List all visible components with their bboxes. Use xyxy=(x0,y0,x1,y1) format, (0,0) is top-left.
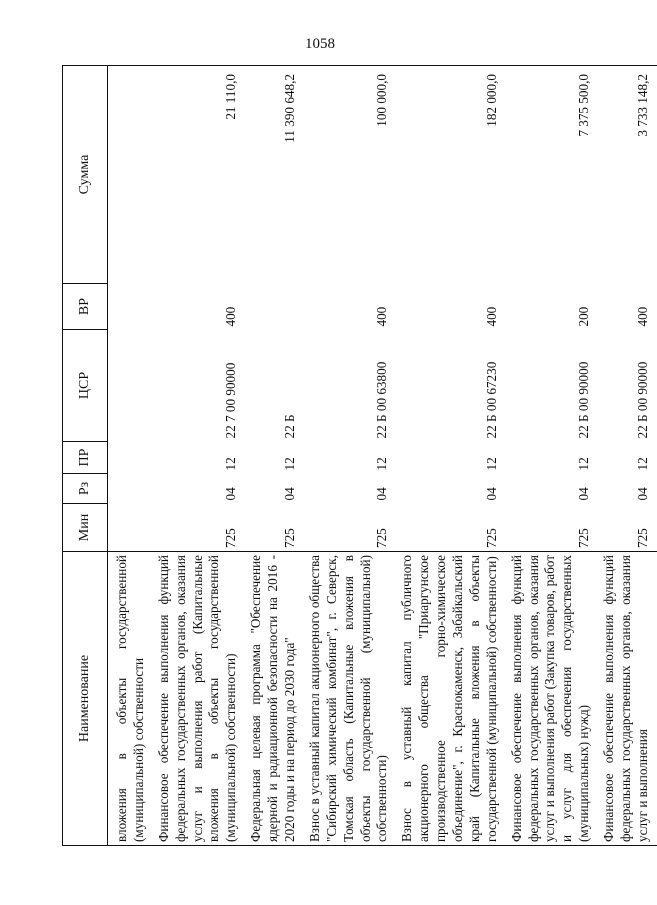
row-rz: 04 xyxy=(576,487,592,501)
row-rz: 04 xyxy=(223,487,239,501)
row-rz: 04 xyxy=(634,487,650,501)
row-min xyxy=(108,504,153,552)
row-csr: 22 Б 00 90000 xyxy=(576,361,592,439)
table-row xyxy=(153,66,245,846)
row-name: вложения в объекты государственной (муниципальной) собственности xyxy=(108,552,153,846)
table-row xyxy=(304,66,396,846)
row-pr: 12 xyxy=(374,457,390,471)
row-csr: 22 Б 00 90000 xyxy=(634,361,650,439)
row-name: Финансовое обеспечение выполнения функций федеральных государственных органов, оказания услуг и выполнения xyxy=(598,552,657,846)
table-row xyxy=(108,66,153,846)
row-name: Финансовое обеспечение выполнения функций федеральных государственных органов, оказания услуг и выполнения работ (Закупка товаров, работ и услуг для обеспечения государственных (муниципальных) нужд) xyxy=(506,552,598,846)
table-row xyxy=(506,66,598,846)
row-vr: 400 xyxy=(634,306,650,327)
row-name: Взнос в уставный капитал акционерного общества "Сибирский химический комбинат", г. Северск, Томская область (Капитальные вложения в объекты государственной (муниципальной) собственности) xyxy=(304,552,396,846)
budget-table xyxy=(62,65,657,846)
row-vr xyxy=(245,284,304,330)
row-min: 725 xyxy=(576,528,592,548)
page-number: 1058 xyxy=(305,36,335,52)
row-name: Федеральная целевая программа "Обеспечение ядерной и радиационной безопасности на 2016 - 2020 годы и на период до 2030 года" xyxy=(245,552,304,846)
row-min: 725 xyxy=(282,528,298,548)
header-pr: ПР xyxy=(63,442,108,474)
row-rz: 04 xyxy=(374,487,390,501)
row-sum xyxy=(108,66,153,284)
row-rz: 04 xyxy=(282,487,298,501)
header-vr: ВР xyxy=(63,284,108,330)
row-pr: 12 xyxy=(223,457,239,471)
table-row xyxy=(598,66,657,846)
row-csr: 22 7 00 90000 xyxy=(223,362,239,439)
row-csr: 22 Б 00 63800 xyxy=(374,361,390,439)
row-sum: 182 000,0 xyxy=(396,66,505,284)
row-min: 725 xyxy=(634,528,650,548)
row-min: 725 xyxy=(374,528,390,548)
header-min: Мин xyxy=(63,504,108,552)
row-min: 725 xyxy=(223,528,239,548)
header-sum: Сумма xyxy=(63,66,108,284)
row-pr xyxy=(108,442,153,474)
row-pr: 12 xyxy=(576,457,592,471)
row-rz: 04 xyxy=(483,487,499,501)
row-vr: 400 xyxy=(223,306,239,327)
row-vr: 400 xyxy=(374,306,390,327)
table-header xyxy=(63,66,108,846)
header-name: Наименование xyxy=(63,552,108,846)
row-csr xyxy=(108,330,153,442)
row-sum: 100 000,0 xyxy=(304,66,396,284)
row-name: Финансовое обеспечение выполнения функций федеральных государственных органов, оказания услуг и выполнения работ (Капитальные вложения в объекты государственной (муниципальной) собственности) xyxy=(153,552,245,846)
row-sum: 11 390 648,2 xyxy=(245,66,304,284)
row-csr: 22 Б xyxy=(282,414,298,439)
row-min: 725 xyxy=(483,528,499,548)
row-pr: 12 xyxy=(483,457,499,471)
row-sum: 3 733 148,2 xyxy=(598,66,657,284)
table-row xyxy=(396,66,505,846)
row-vr: 400 xyxy=(483,306,499,327)
row-rz xyxy=(108,474,153,504)
header-rz: Рз xyxy=(63,474,108,504)
row-sum: 7 375 500,0 xyxy=(506,66,598,284)
row-vr xyxy=(108,284,153,330)
row-pr: 12 xyxy=(634,457,650,471)
row-pr: 12 xyxy=(282,457,298,471)
row-name: Взнос в уставный капитал публичного акционерного общества "Приаргунское производственное горно-химическое объединение", г. Краснокаменск, Забайкальский край (Капитальные вложения в объекты государственной (муниципальной) собственности) xyxy=(396,552,505,846)
table-row xyxy=(245,66,304,846)
header-csr: ЦСР xyxy=(63,330,108,442)
row-csr: 22 Б 00 67230 xyxy=(483,361,499,439)
budget-table-rotated xyxy=(62,66,650,846)
row-vr: 200 xyxy=(576,306,592,327)
row-sum: 21 110,0 xyxy=(153,66,245,284)
